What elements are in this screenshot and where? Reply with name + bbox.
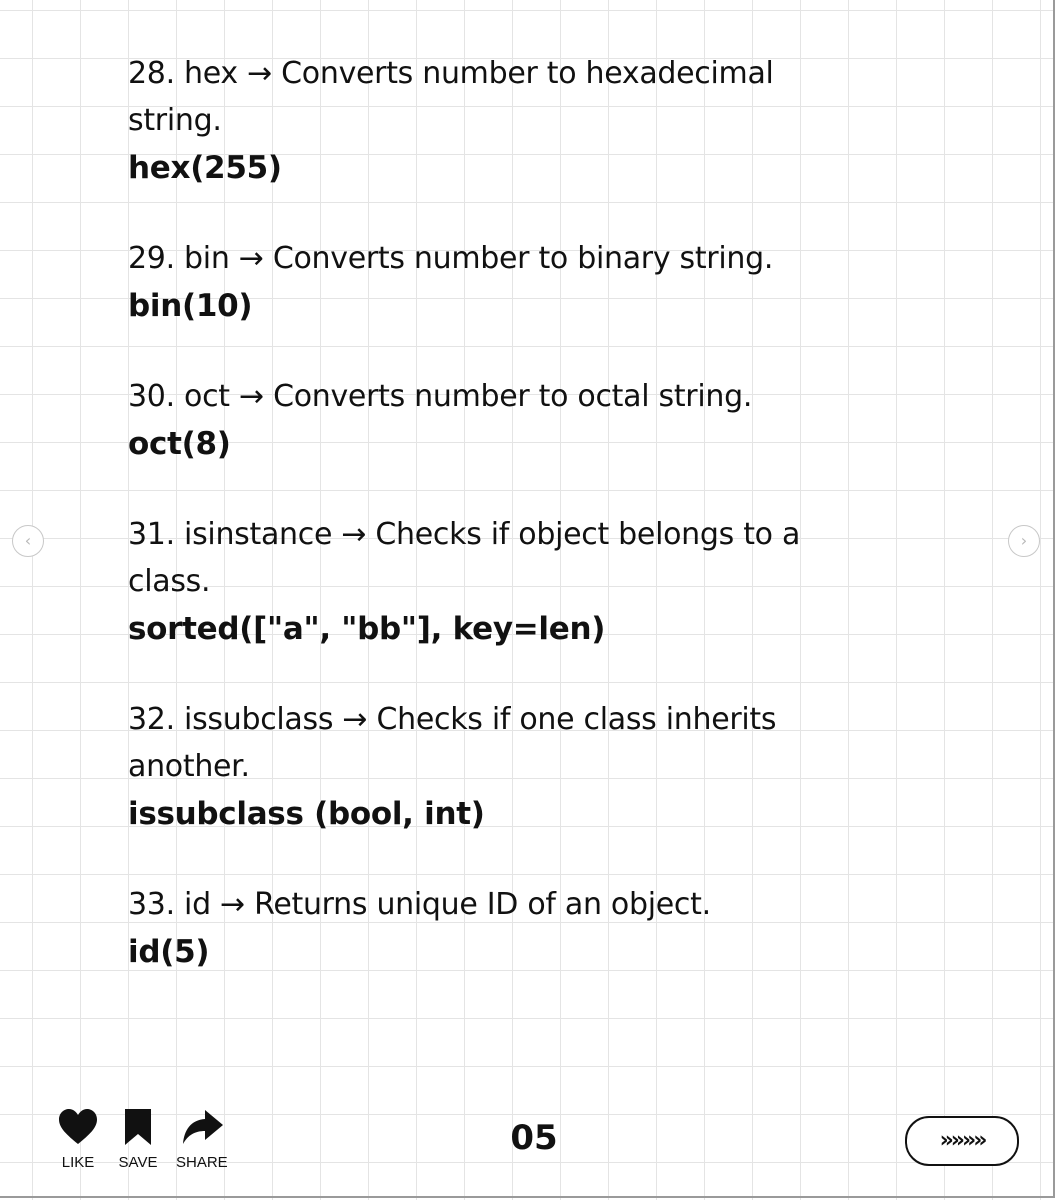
bookmark-icon — [118, 1108, 158, 1146]
function-list — [128, 50, 908, 1019]
next-slide-arrow-button[interactable] — [1008, 525, 1040, 557]
entry-description: 29. bin → Converts number to binary string. — [128, 241, 774, 276]
share-button[interactable] — [176, 1108, 228, 1171]
like-button[interactable] — [58, 1108, 98, 1171]
double-chevron-right-icon: »»»» — [939, 1128, 985, 1153]
entry-description-continued: string. — [128, 103, 222, 138]
list-item-oct — [128, 373, 908, 468]
chevron-left-icon: ‹ — [24, 531, 32, 550]
entry-code-example: oct(8) — [128, 426, 231, 462]
entry-description: 31. isinstance → Checks if object belongs to a — [128, 517, 801, 552]
chevron-right-icon: › — [1020, 531, 1028, 550]
heart-icon — [58, 1108, 98, 1146]
entry-code-example: issubclass (bool, int) — [128, 796, 485, 832]
list-item-hex — [128, 50, 908, 192]
entry-description: 33. id → Returns unique ID of an object. — [128, 887, 711, 922]
like-label: LIKE — [61, 1154, 95, 1171]
list-item-isinstance — [128, 511, 908, 653]
next-page-button[interactable] — [905, 1116, 1019, 1166]
list-item-id — [128, 881, 908, 976]
entry-code-example: id(5) — [128, 934, 210, 970]
save-button[interactable] — [118, 1108, 158, 1171]
entry-description: 28. hex → Converts number to hexadecimal — [128, 56, 774, 91]
entry-description-continued: class. — [128, 564, 211, 599]
list-item-issubclass — [128, 696, 908, 838]
share-label: SHARE — [176, 1154, 228, 1171]
list-item-bin — [128, 235, 908, 330]
previous-slide-button[interactable] — [12, 525, 44, 557]
entry-description-continued: another. — [128, 749, 250, 784]
entry-code-example: hex(255) — [128, 150, 282, 186]
share-arrow-icon — [177, 1108, 227, 1146]
entry-code-example: sorted(["a", "bb"], key=len) — [128, 611, 606, 647]
page-number: 05 — [510, 1118, 558, 1158]
entry-description: 30. oct → Converts number to octal string. — [128, 379, 753, 414]
save-label: SAVE — [118, 1154, 158, 1171]
entry-description: 32. issubclass → Checks if one class inherits — [128, 702, 777, 737]
entry-code-example: bin(10) — [128, 288, 253, 324]
